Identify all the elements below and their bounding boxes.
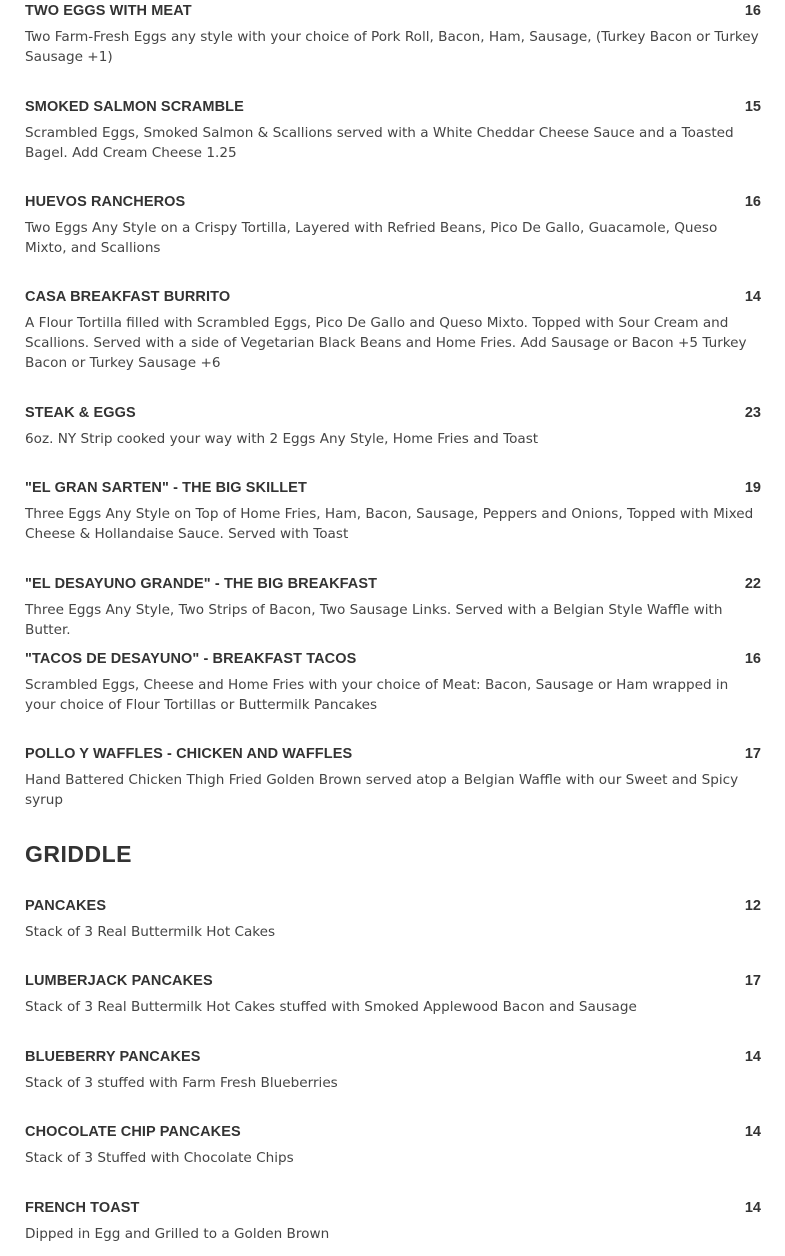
- menu-item-header: [25, 971, 761, 991]
- menu-item-header: [25, 403, 761, 423]
- menu-item: [25, 192, 761, 258]
- menu-item-name: BLUEBERRY PANCAKES: [25, 1049, 201, 1065]
- menu-item-description: Two Eggs Any Style on a Crispy Tortilla, Layered with Refried Beans, Pico De Gallo, Guacamole, Queso Mixto, and Scallions: [25, 220, 718, 256]
- menu-item-description: Three Eggs Any Style, Two Strips of Bacon, Two Sausage Links. Served with a Belgian Style Waffle with Butter.: [25, 602, 723, 638]
- menu-item-name: "EL DESAYUNO GRANDE" - THE BIG BREAKFAST: [25, 576, 378, 592]
- menu-item-description: Scrambled Eggs, Cheese and Home Fries with your choice of Meat: Bacon, Sausage or Ham wrapped in your choice of Flour Tortillas or Buttermilk Pancakes: [25, 677, 729, 713]
- menu-item-price: 14: [744, 289, 761, 305]
- menu-item-price: 14: [744, 1124, 761, 1140]
- menu-item-price: 14: [744, 1200, 761, 1216]
- menu-item-header: [25, 744, 761, 764]
- menu-item-header: [25, 1, 761, 21]
- menu-item-name: TWO EGGS WITH MEAT: [25, 3, 192, 19]
- menu-item: [25, 478, 761, 544]
- menu-item-price: 14: [744, 1049, 761, 1065]
- menu-item: [25, 1047, 761, 1093]
- menu-item-description: Scrambled Eggs, Smoked Salmon & Scallions served with a White Cheddar Cheese Sauce and a Toasted Bagel. Add Cream Cheese 1.25: [25, 125, 734, 161]
- menu-item-price: 19: [744, 480, 761, 496]
- menu-item-description: Stack of 3 stuffed with Farm Fresh Blueberries: [25, 1075, 338, 1091]
- menu-item-price: 15: [744, 99, 761, 115]
- menu-item-price: 12: [744, 898, 761, 914]
- menu-item-name: STEAK & EGGS: [25, 405, 136, 421]
- menu-item-description: Stack of 3 Real Buttermilk Hot Cakes stuffed with Smoked Applewood Bacon and Sausage: [25, 999, 637, 1015]
- menu-item-description: A Flour Tortilla filled with Scrambled Eggs, Pico De Gallo and Queso Mixto. Topped with Sour Cream and Scallions. Served with a side of Vegetarian Black Beans and Home Fries. Add Sausage or Bacon +5 Turkey Bacon or Turkey Sausage +6: [25, 315, 747, 371]
- section-title-griddle: GRIDDLE: [25, 841, 132, 867]
- menu-item: [25, 287, 761, 373]
- menu-item: [25, 403, 761, 449]
- menu-item-description: Dipped in Egg and Grilled to a Golden Brown: [25, 1226, 330, 1242]
- menu-item-header: [25, 1122, 761, 1142]
- menu-item-price: 16: [744, 651, 761, 667]
- menu-item-name: SMOKED SALMON SCRAMBLE: [25, 99, 244, 115]
- menu-item: [25, 896, 761, 942]
- menu-item-name: HUEVOS RANCHEROS: [25, 194, 186, 210]
- menu-item-name: FRENCH TOAST: [25, 1200, 140, 1216]
- menu-item: [25, 649, 761, 715]
- menu-item-name: PANCAKES: [25, 898, 107, 914]
- menu-item-price: 16: [744, 3, 761, 19]
- menu-item: [25, 971, 761, 1017]
- menu-item: [25, 1122, 761, 1168]
- menu-item-price: 23: [744, 405, 761, 421]
- menu-item-header: [25, 478, 761, 498]
- menu-item: [25, 1, 761, 67]
- menu-item-price: 17: [744, 746, 761, 762]
- menu-item-description: 6oz. NY Strip cooked your way with 2 Eggs Any Style, Home Fries and Toast: [25, 431, 539, 447]
- menu-item-price: 16: [744, 194, 761, 210]
- menu-item-price: 22: [744, 576, 761, 592]
- menu-item-header: [25, 896, 761, 916]
- menu-item-header: [25, 649, 761, 669]
- menu-item: [25, 97, 761, 163]
- menu-item-header: [25, 192, 761, 212]
- menu-item-name: LUMBERJACK PANCAKES: [25, 973, 213, 989]
- menu-item-name: CASA BREAKFAST BURRITO: [25, 289, 231, 305]
- menu-item: [25, 1198, 761, 1244]
- menu-item-header: [25, 574, 761, 594]
- menu-item-header: [25, 1198, 761, 1218]
- menu-item-header: [25, 97, 761, 117]
- menu-item-header: [25, 1047, 761, 1067]
- menu-item: [25, 574, 761, 640]
- menu-item-name: POLLO Y WAFFLES - CHICKEN AND WAFFLES: [25, 746, 353, 762]
- menu-item-description: Three Eggs Any Style on Top of Home Fries, Ham, Bacon, Sausage, Peppers and Onions, Topped with Mixed Cheese & Hollandaise Sauce. Served with Toast: [25, 506, 754, 542]
- menu-item-description: Hand Battered Chicken Thigh Fried Golden Brown served atop a Belgian Waffle with our Sweet and Spicy syrup: [25, 772, 739, 808]
- menu-item-description: Stack of 3 Stuffed with Chocolate Chips: [25, 1150, 294, 1166]
- menu-item-description: Stack of 3 Real Buttermilk Hot Cakes: [25, 924, 276, 940]
- menu-item-header: [25, 287, 761, 307]
- menu-item-name: "EL GRAN SARTEN" - THE BIG SKILLET: [25, 480, 307, 496]
- menu-item-description: Two Farm-Fresh Eggs any style with your choice of Pork Roll, Bacon, Ham, Sausage, (Turkey Bacon or Turkey Sausage +1): [25, 29, 759, 65]
- menu-item-name: CHOCOLATE CHIP PANCAKES: [25, 1124, 241, 1140]
- menu-item: [25, 744, 761, 810]
- menu-item-price: 17: [744, 973, 761, 989]
- menu-item-name: "TACOS DE DESAYUNO" - BREAKFAST TACOS: [25, 651, 357, 667]
